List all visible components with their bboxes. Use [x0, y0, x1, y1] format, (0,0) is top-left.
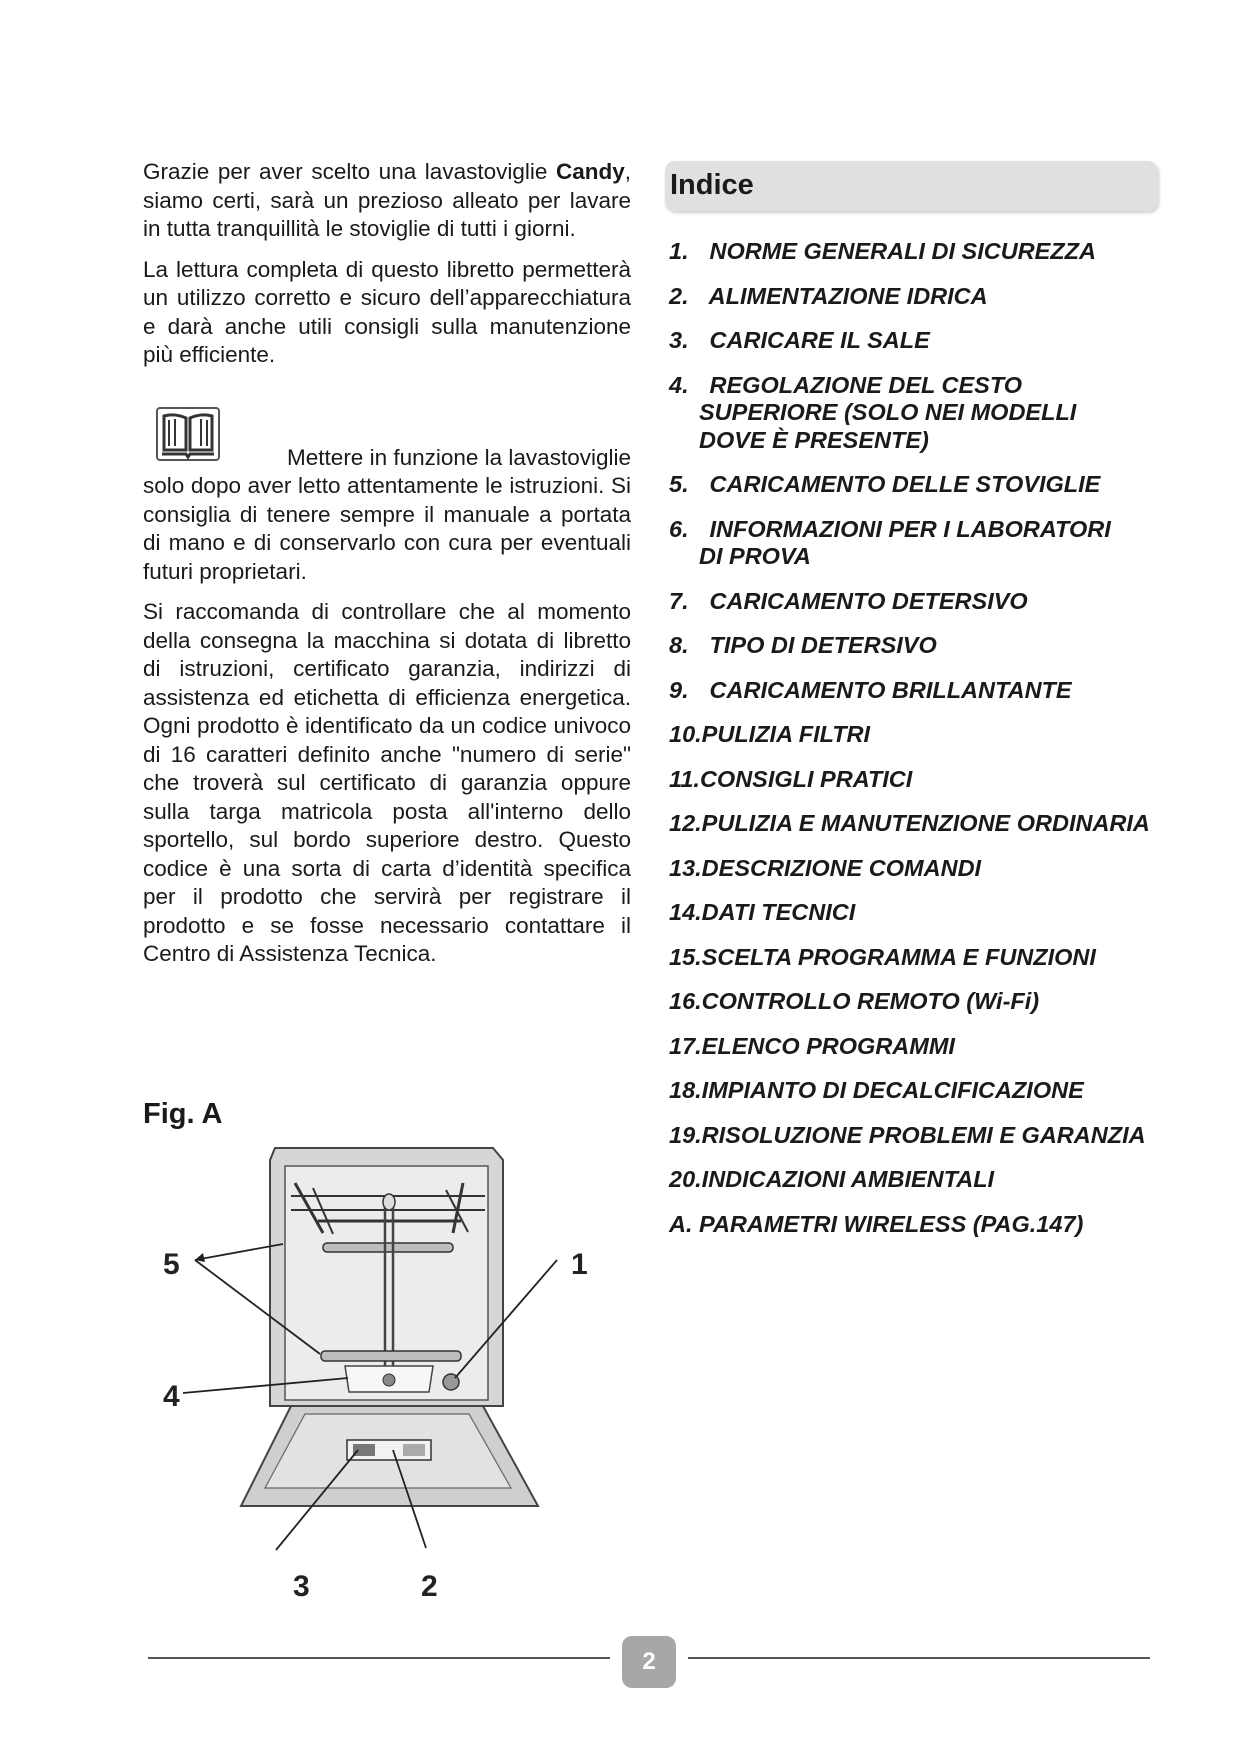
toc-item[interactable]: 12.PULIZIA E MANUTENZIONE ORDINARIA	[669, 810, 1150, 836]
intro-paragraph-2: La lettura completa di questo libretto permetterà un utilizzo corretto e sicuro dell’apparecchiatura e darà anche utili consigli sulla manutenzione più efficiente.	[143, 256, 631, 367]
toc-item[interactable]: 14.DATI TECNICI	[669, 899, 856, 925]
toc-item[interactable]: 11.CONSIGLI PRATICI	[669, 765, 913, 792]
intro-column	[143, 158, 631, 981]
upper-spray-arm	[323, 1243, 453, 1252]
lower-spray-arm	[321, 1351, 461, 1361]
manual-notice-text: solo dopo aver letto attentamente le istruzioni. Si consiglia di tenere sempre il manuale a portata di mano e di conservarlo con cura per eventuali futuri proprietari.	[143, 473, 631, 584]
intro-p1-after: , siamo certi, sarà un prezioso alleato per lavare in tutta tranquillità le stoviglie di tutti i giorni.	[143, 159, 631, 241]
toc-item[interactable]: 5. CARICAMENTO DELLE STOVIGLIE	[669, 471, 1101, 497]
toc-item[interactable]: 17.ELENCO PROGRAMMI	[669, 1032, 955, 1059]
toc-item[interactable]: A. PARAMETRI WIRELESS (PAG.147)	[669, 1210, 1084, 1237]
callout-3: 3	[293, 1570, 310, 1603]
toc-item[interactable]: 13.DESCRIZIONE COMANDI	[669, 854, 982, 881]
toc-item[interactable]: 8. TIPO DI DETERSIVO	[669, 632, 937, 658]
toc-item[interactable]: 16.CONTROLLO REMOTO (Wi-Fi)	[669, 988, 1040, 1014]
page-number: 2	[622, 1636, 676, 1688]
footer-rule-right	[688, 1657, 1150, 1659]
callout-2: 2	[421, 1570, 438, 1603]
table-of-contents	[669, 238, 1169, 1255]
intro-paragraph-4: Si raccomanda di controllare che al momento della consegna la macchina si dotata di libretto di istruzioni, certificato garanzia, indirizzi di assistenza ed etichetta di efficienza energetica. Ogni prodotto è identificato da un codice univoco di 16 caratteri definito anche "numero di serie" che troverà sul certificato di garanzia oppure sulla targa matricola posta all'interno dello sportello, sul bordo superiore destro. Questo codice è una sorta di carta d’identità specifica per il prodotto che servirà per registrare il prodotto e se fosse necessario contattare il Centro di Assistenza Tecnica.	[143, 599, 631, 966]
callout-5: 5	[163, 1248, 180, 1281]
toc-item[interactable]: 1. NORME GENERALI DI SICUREZZA	[669, 238, 1096, 264]
figure-title: Fig. A	[143, 1098, 223, 1130]
open-book-icon	[155, 406, 221, 462]
index-title: Indice	[670, 169, 754, 201]
manual-notice-first-line: Mettere in funzione la lavastoviglie	[287, 444, 631, 470]
toc-item[interactable]: 9. CARICAMENTO BRILLANTANTE	[669, 676, 1072, 703]
toc-item[interactable]: 19.RISOLUZIONE PROBLEMI E GARANZIA	[669, 1121, 1146, 1148]
brand-name: Candy	[555, 159, 625, 184]
toc-item[interactable]: 4. REGOLAZIONE DEL CESTO SUPERIORE (SOLO NEI MODELLI DOVE È PRESENTE)	[669, 371, 1077, 453]
toc-item[interactable]: 7. CARICAMENTO DETERSIVO	[669, 587, 1028, 614]
callout-4: 4	[163, 1380, 180, 1413]
callout-1: 1	[571, 1248, 588, 1281]
footer-rule-left	[148, 1657, 610, 1659]
toc-item[interactable]: 20.INDICAZIONI AMBIENTALI	[669, 1166, 995, 1192]
manual-notice	[143, 406, 631, 587]
toc-item[interactable]: 15.SCELTA PROGRAMMA E FUNZIONI	[669, 943, 1096, 970]
dishwasher-figure	[163, 1138, 633, 1618]
toc-item[interactable]: 3. CARICARE IL SALE	[669, 327, 930, 353]
intro-paragraph-1	[143, 158, 631, 244]
toc-item[interactable]: 6. INFORMAZIONI PER I LABORATORI DI PROVA	[669, 515, 1111, 569]
toc-item[interactable]: 2. ALIMENTAZIONE IDRICA	[669, 282, 988, 309]
intro-p1-before: Grazie per aver scelto una lavastoviglie	[143, 159, 556, 184]
toc-item[interactable]: 10.PULIZIA FILTRI	[669, 721, 871, 747]
toc-item[interactable]: 18.IMPIANTO DI DECALCIFICAZIONE	[669, 1077, 1084, 1103]
